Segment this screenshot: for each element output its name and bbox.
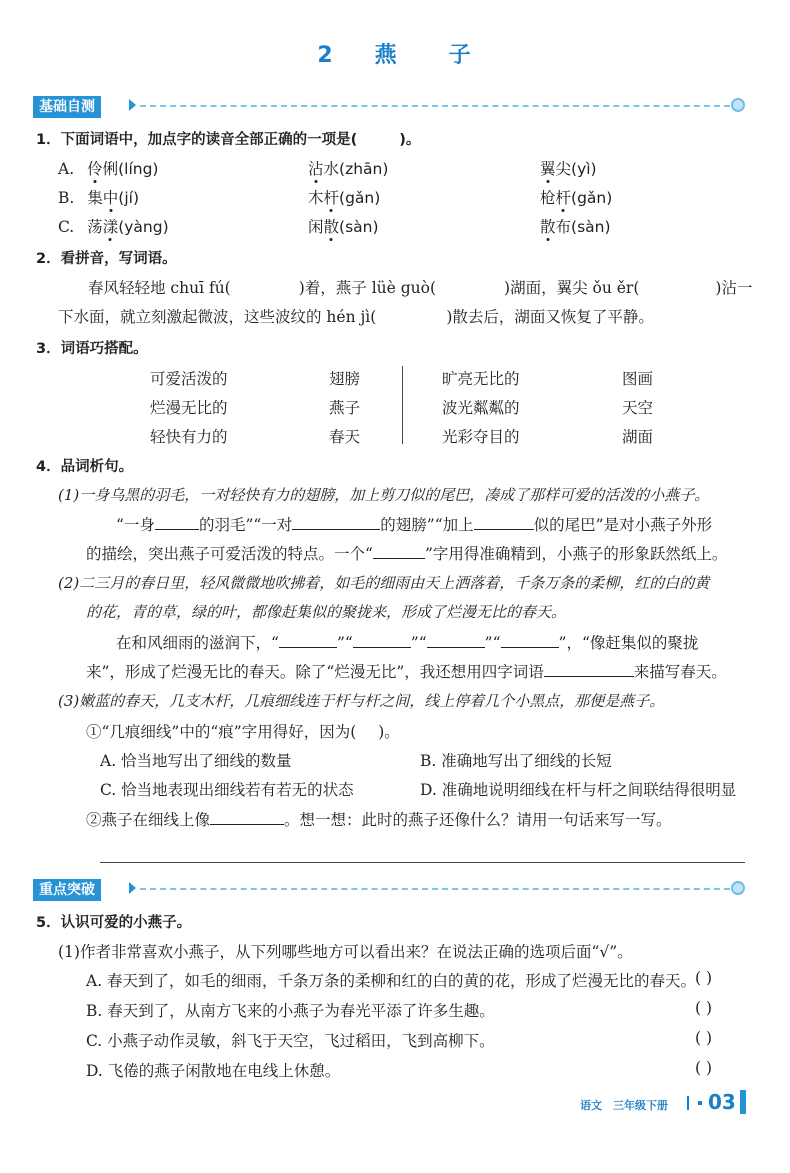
dotted-char: 沾	[308, 160, 324, 178]
section-header-key: 重点突破	[33, 879, 101, 901]
q5-paren-d[interactable]: ( )	[695, 1059, 713, 1077]
footer-divider	[687, 1096, 689, 1110]
q1-option-a-word2	[308, 157, 388, 179]
blank-input[interactable]	[474, 516, 534, 530]
dotted-char: 中	[102, 189, 119, 207]
match-item: 光彩夺目的	[442, 428, 520, 446]
q1-option-b-word3	[540, 186, 612, 208]
fill-text: 的翅膀”“加上	[380, 516, 474, 534]
q1-option-b-word2	[308, 186, 380, 208]
blank-input[interactable]	[544, 663, 634, 677]
q4-sub-1	[86, 720, 400, 742]
match-item: 可爱活泼的	[150, 370, 228, 388]
fill-text: 来”，形成了烂漫无比的春天。除了“烂漫无比”，我还想用四字词语	[86, 663, 544, 681]
fill-text: ”，“像赶集似的聚拢	[558, 634, 699, 652]
match-item: 轻快有力的	[150, 428, 228, 446]
blank-input[interactable]	[373, 545, 425, 559]
word-part: 布(sàn)	[555, 218, 611, 236]
fill-text: 似的尾巴”是对小燕子外形	[533, 516, 713, 534]
q1-option-c	[58, 215, 169, 237]
q5-option-a: A. 春天到了，如毛的细雨，千条万条的柔柳和红的白的黄的花，形成了烂漫无比的春天。	[86, 972, 697, 990]
match-item: 图画	[622, 370, 654, 388]
fill-text: ②燕子在细线上像	[86, 811, 211, 829]
q4-fill-2a	[116, 631, 698, 653]
blank-input[interactable]	[292, 516, 380, 530]
dotted-char: 散	[540, 218, 556, 236]
q5-option-d: D. 飞倦的燕子闲散地在电线上休憩。	[86, 1062, 341, 1080]
blank-input[interactable]	[210, 811, 284, 825]
match-item: 春天	[329, 428, 361, 446]
q5-sub-1: (1)作者非常喜欢小燕子，从下列哪些地方可以看出来？在说法正确的选项后面“√”。	[58, 943, 633, 961]
option-letter: A.	[58, 160, 75, 178]
pinyin: (jí)	[118, 189, 140, 207]
footer-grade: 三年级下册	[613, 1099, 668, 1112]
dotted-char: 散	[323, 218, 340, 236]
q1-option-c-word2	[308, 215, 379, 237]
word-part: 枪	[540, 189, 556, 207]
match-item: 燕子	[329, 399, 361, 417]
match-item: 天空	[622, 399, 654, 417]
pinyin: (sàn)	[339, 218, 379, 236]
question-2: 2．看拼音，写词语。	[36, 251, 177, 267]
pinyin: (líng)	[118, 160, 159, 178]
section-end-icon	[731, 98, 745, 112]
q2-text: 下水面，就立刻激起微波，这些波纹的 hén jì(	[58, 308, 377, 326]
fill-text: ”字用得准确精到，小燕子的形象跃然纸上。	[424, 545, 728, 563]
q5-option-b: B. 春天到了，从南方飞来的小燕子为春光平添了许多生趣。	[86, 1002, 495, 1020]
q4-passage-3: (3)嫩蓝的春天，几支木杆，几痕细线连于杆与杆之间，线上停着几个小黑点，那便是燕子。	[58, 692, 665, 710]
blank-input[interactable]	[501, 634, 559, 648]
word-part: 集	[87, 189, 103, 207]
q3-left-targets	[329, 365, 360, 452]
fill-text: 。想一想：此时的燕子还像什么？请用一句话来写一写。	[284, 811, 672, 829]
q5-paren-c[interactable]: ( )	[695, 1029, 713, 1047]
dotted-char: 杆	[323, 189, 340, 207]
q5-option-c: C. 小燕子动作灵敏，斜飞于天空，飞过稻田，飞到高柳下。	[86, 1032, 495, 1050]
q4-fill-2b	[86, 660, 727, 682]
q1-stem: 1．下面词语中，加点字的读音全部正确的一项是(	[36, 132, 358, 148]
blank-input[interactable]	[155, 516, 199, 530]
option-letter: B.	[58, 189, 75, 207]
fill-text: “一身	[116, 516, 155, 534]
q4-passage-2-line-1: (2)二三月的春日里，轻风微微地吹拂着，如毛的细雨由天上洒落着，千条万条的柔柳，红的白的黄	[58, 574, 710, 592]
fill-text: 来描写春天。	[633, 663, 727, 681]
question-4: 4．品词析句。	[36, 459, 134, 475]
word-part: 荡	[87, 218, 103, 236]
pinyin: (gǎn)	[571, 189, 613, 207]
word-part: 木	[308, 189, 324, 207]
q4-passage-1: (1)一身乌黑的羽毛，一对轻快有力的翅膀，加上剪刀似的尾巴，凑成了那样可爱的活泼的小燕子。	[58, 486, 710, 504]
q1-option-a-word3	[540, 157, 597, 179]
footer-bar	[740, 1090, 746, 1114]
word-part: 尖(yì)	[555, 160, 597, 178]
section-divider	[140, 888, 730, 890]
blank-input[interactable]	[279, 634, 337, 648]
q3-left-words	[150, 365, 228, 452]
q4-fill-1a	[116, 513, 712, 535]
arrow-icon	[129, 882, 136, 894]
q5-paren-b[interactable]: ( )	[695, 999, 713, 1017]
column-divider	[402, 366, 403, 444]
q4-option-b: B. 准确地写出了细线的长短	[420, 752, 612, 770]
blank-input[interactable]	[353, 634, 411, 648]
q2-text: )散去后，湖面又恢复了平静。	[446, 308, 654, 326]
arrow-icon	[129, 99, 136, 111]
dotted-char: 翼	[540, 160, 556, 178]
word-part: 闲	[308, 218, 324, 236]
dotted-char: 伶	[87, 160, 103, 178]
fill-text: 的描绘，突出燕子可爱活泼的特点。一个“	[86, 545, 373, 563]
q1-stem-end: )。	[399, 132, 421, 148]
q3-right-targets	[622, 365, 653, 452]
q2-text: )湖面，翼尖 ǒu ěr(	[504, 279, 640, 297]
fill-text: ”“	[410, 634, 427, 652]
q4-option-a: A. 恰当地写出了细线的数量	[100, 752, 292, 770]
question-5: 5．认识可爱的小燕子。	[36, 915, 192, 931]
fill-text: ”“	[484, 634, 501, 652]
option-letter: C.	[58, 218, 75, 236]
section-divider	[140, 105, 730, 107]
q2-text: )着，燕子 lüè guò(	[298, 279, 437, 297]
fill-text: 在和风细雨的滋润下，“	[116, 634, 279, 652]
footer-subject: 语文	[580, 1099, 602, 1112]
match-item: 湖面	[622, 428, 654, 446]
dotted-char: 杆	[555, 189, 572, 207]
q4-passage-2-line-2: 的花，青的草，绿的叶，都像赶集似的聚拢来，形成了烂漫无比的春天。	[86, 603, 567, 621]
pinyin: (gǎn)	[339, 189, 381, 207]
question-1	[36, 128, 420, 149]
q1-option-b	[58, 186, 139, 208]
blank-input[interactable]	[427, 634, 485, 648]
word-part: 水(zhān)	[323, 160, 389, 178]
q4-fill-1b	[86, 542, 727, 564]
fill-text: ①“几痕细线”中的“痕”字用得好，因为(	[86, 723, 357, 741]
q4-sub-2	[86, 808, 672, 830]
question-3: 3．词语巧搭配。	[36, 341, 148, 357]
q4-option-d: D. 准确地说明细线在杆与杆之间联结得很明显	[420, 781, 737, 799]
q2-line-1	[88, 276, 752, 298]
lesson-number: 2	[317, 43, 335, 68]
match-item: 烂漫无比的	[150, 399, 228, 417]
word-part: 俐	[102, 160, 119, 178]
q4-option-c: C. 恰当地表现出细线若有若无的状态	[100, 781, 354, 799]
fill-text: ”“	[336, 634, 353, 652]
match-item: 旷亮无比的	[442, 370, 520, 388]
q2-text: 春风轻轻地 chuī fú(	[88, 279, 231, 297]
section-header-basic: 基础自测	[33, 96, 101, 118]
match-item: 波光粼粼的	[442, 399, 520, 417]
q1-option-c-word3	[540, 215, 611, 237]
answer-line[interactable]	[100, 862, 745, 863]
page-title	[0, 38, 790, 69]
footer-dot-icon	[698, 1101, 702, 1105]
q3-right-words	[442, 365, 520, 452]
q2-text: )沾一	[715, 279, 753, 297]
section-end-icon	[731, 881, 745, 895]
fill-text: 的羽毛”“一对	[198, 516, 293, 534]
dotted-char: 漾	[102, 218, 119, 236]
q1-option-a	[58, 157, 158, 179]
page-number: 03	[708, 1090, 736, 1114]
title-char-1: 燕	[374, 43, 399, 68]
title-char-2: 子	[448, 43, 473, 68]
pinyin: (yàng)	[118, 218, 169, 236]
q5-paren-a[interactable]: ( )	[695, 969, 713, 987]
q2-line-2	[58, 305, 654, 327]
fill-text: )。	[378, 723, 400, 741]
match-item: 翅膀	[329, 370, 361, 388]
